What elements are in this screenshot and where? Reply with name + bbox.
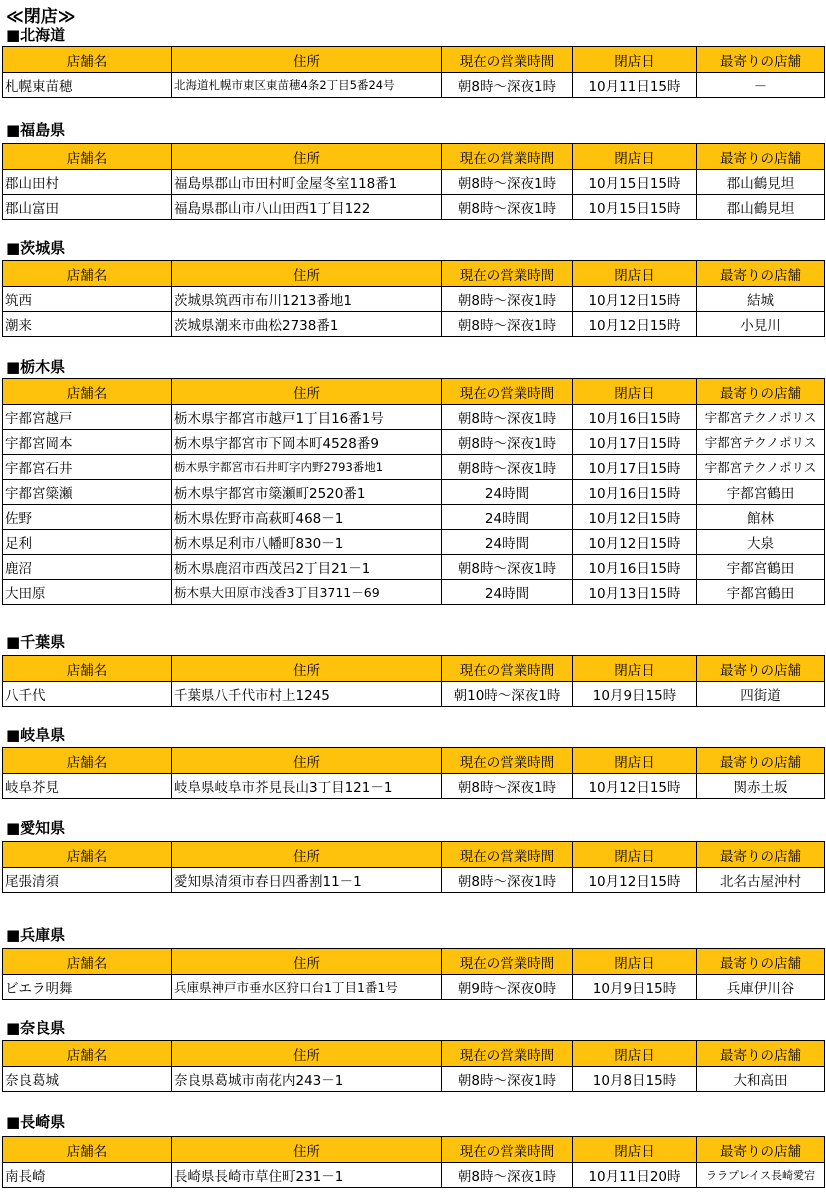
column-header: 住所: [172, 144, 442, 170]
table-cell: 八千代: [3, 682, 172, 707]
table-cell: 大田原: [3, 580, 172, 605]
table-row: [3, 455, 825, 480]
column-header: 住所: [172, 842, 442, 868]
column-header: 現在の営業時間: [442, 842, 573, 868]
table-cell: 佐野: [3, 505, 172, 530]
table-cell: 10月12日15時: [573, 774, 697, 799]
column-header: 住所: [172, 656, 442, 682]
prefecture-heading: ■奈良県: [6, 1019, 66, 1037]
table-cell: 10月9日15時: [573, 975, 697, 1000]
store-table: [2, 841, 825, 893]
table-cell: 朝8時～深夜1時: [442, 170, 573, 195]
table-cell: 宇都宮簗瀬: [3, 480, 172, 505]
column-header: 閉店日: [573, 144, 697, 170]
table-cell: 大和高田: [697, 1067, 825, 1092]
table-cell: 10月12日15時: [573, 505, 697, 530]
table-header-row: [3, 748, 825, 774]
table-cell: 10月11日20時: [573, 1163, 697, 1188]
column-header: 最寄りの店舗: [697, 842, 825, 868]
table-cell: 岐阜県岐阜市芥見長山3丁目121－1: [172, 774, 442, 799]
column-header: 現在の営業時間: [442, 656, 573, 682]
table-cell: －: [697, 73, 825, 98]
table-cell: 愛知県清須市春日四番割11－1: [172, 868, 442, 893]
store-table: [2, 378, 825, 605]
prefecture-heading: ■愛知県: [6, 819, 66, 837]
prefecture-heading: ■北海道: [6, 26, 66, 44]
store-table: [2, 1136, 825, 1188]
store-table: [2, 46, 825, 98]
column-header: 住所: [172, 1137, 442, 1163]
column-header: 住所: [172, 379, 442, 405]
table-cell: 朝8時～深夜1時: [442, 195, 573, 220]
table-cell: 24時間: [442, 480, 573, 505]
table-cell: 宇都宮テクノポリス: [697, 455, 825, 480]
column-header: 店舗名: [3, 261, 172, 287]
table-cell: 館林: [697, 505, 825, 530]
table-cell: 10月15日15時: [573, 195, 697, 220]
store-table: [2, 143, 825, 220]
table-row: [3, 73, 825, 98]
column-header: 現在の営業時間: [442, 379, 573, 405]
table-cell: 足利: [3, 530, 172, 555]
table-cell: 北名古屋沖村: [697, 868, 825, 893]
column-header: 住所: [172, 1041, 442, 1067]
column-header: 現在の営業時間: [442, 1137, 573, 1163]
table-cell: 奈良葛城: [3, 1067, 172, 1092]
store-table: [2, 655, 825, 707]
table-cell: 岐阜芥見: [3, 774, 172, 799]
table-cell: 朝8時～深夜1時: [442, 774, 573, 799]
table-cell: 24時間: [442, 505, 573, 530]
store-table: [2, 260, 825, 337]
prefecture-heading: ■栃木県: [6, 358, 66, 376]
table-cell: 朝8時～深夜1時: [442, 430, 573, 455]
column-header: 閉店日: [573, 47, 697, 73]
table-row: [3, 312, 825, 337]
table-cell: 10月16日15時: [573, 480, 697, 505]
table-cell: 朝8時～深夜1時: [442, 1163, 573, 1188]
table-cell: 関赤土坂: [697, 774, 825, 799]
column-header: 閉店日: [573, 261, 697, 287]
table-cell: 南長崎: [3, 1163, 172, 1188]
table-cell: 筑西: [3, 287, 172, 312]
column-header: 閉店日: [573, 379, 697, 405]
column-header: 最寄りの店舗: [697, 144, 825, 170]
column-header: 最寄りの店舗: [697, 261, 825, 287]
prefecture-heading: ■茨城県: [6, 239, 66, 257]
table-cell: 朝8時～深夜1時: [442, 312, 573, 337]
table-header-row: [3, 261, 825, 287]
column-header: 閉店日: [573, 1041, 697, 1067]
table-cell: 朝8時～深夜1時: [442, 73, 573, 98]
prefecture-heading: ■岐阜県: [6, 726, 66, 744]
column-header: 現在の営業時間: [442, 144, 573, 170]
table-row: [3, 530, 825, 555]
table-cell: 鹿沼: [3, 555, 172, 580]
column-header: 最寄りの店舗: [697, 379, 825, 405]
table-cell: 千葉県八千代市村上1245: [172, 682, 442, 707]
table-cell: 兵庫県神戸市垂水区狩口台1丁目1番1号: [172, 975, 442, 1000]
table-cell: 栃木県鹿沼市西茂呂2丁目21－1: [172, 555, 442, 580]
column-header: 住所: [172, 47, 442, 73]
table-row: [3, 430, 825, 455]
table-row: [3, 195, 825, 220]
column-header: 店舗名: [3, 144, 172, 170]
table-cell: 郡山田村: [3, 170, 172, 195]
prefecture-heading: ■福島県: [6, 121, 66, 139]
table-cell: 兵庫伊川谷: [697, 975, 825, 1000]
table-cell: 大泉: [697, 530, 825, 555]
table-cell: 栃木県宇都宮市下岡本町4528番9: [172, 430, 442, 455]
column-header: 店舗名: [3, 1137, 172, 1163]
table-row: [3, 480, 825, 505]
table-cell: 栃木県佐野市高萩町468－1: [172, 505, 442, 530]
column-header: 閉店日: [573, 748, 697, 774]
table-cell: 朝10時～深夜1時: [442, 682, 573, 707]
table-header-row: [3, 842, 825, 868]
table-cell: 宇都宮鶴田: [697, 555, 825, 580]
column-header: 店舗名: [3, 656, 172, 682]
table-cell: 栃木県大田原市浅香3丁目3711－69: [172, 580, 442, 605]
table-cell: 朝9時～深夜0時: [442, 975, 573, 1000]
table-cell: 奈良県葛城市南花内243－1: [172, 1067, 442, 1092]
table-cell: 栃木県足利市八幡町830－1: [172, 530, 442, 555]
column-header: 住所: [172, 748, 442, 774]
column-header: 最寄りの店舗: [697, 748, 825, 774]
column-header: 店舗名: [3, 949, 172, 975]
column-header: 最寄りの店舗: [697, 47, 825, 73]
table-row: [3, 774, 825, 799]
table-header-row: [3, 1041, 825, 1067]
table-cell: 結城: [697, 287, 825, 312]
table-cell: 10月16日15時: [573, 555, 697, 580]
table-cell: 宇都宮岡本: [3, 430, 172, 455]
table-row: [3, 555, 825, 580]
column-header: 現在の営業時間: [442, 47, 573, 73]
table-cell: 宇都宮石井: [3, 455, 172, 480]
table-cell: 茨城県筑西市布川1213番地1: [172, 287, 442, 312]
table-row: [3, 287, 825, 312]
table-cell: 朝8時～深夜1時: [442, 405, 573, 430]
table-cell: 札幌東苗穂: [3, 73, 172, 98]
table-cell: 福島県郡山市田村町金屋冬室118番1: [172, 170, 442, 195]
table-row: [3, 682, 825, 707]
column-header: 閉店日: [573, 949, 697, 975]
table-cell: 栃木県宇都宮市簗瀬町2520番1: [172, 480, 442, 505]
table-cell: 潮来: [3, 312, 172, 337]
table-header-row: [3, 949, 825, 975]
table-cell: 朝8時～深夜1時: [442, 868, 573, 893]
table-cell: 四街道: [697, 682, 825, 707]
table-cell: 栃木県宇都宮市越戸1丁目16番1号: [172, 405, 442, 430]
column-header: 現在の営業時間: [442, 949, 573, 975]
table-cell: 朝8時～深夜1時: [442, 1067, 573, 1092]
table-cell: 朝8時～深夜1時: [442, 287, 573, 312]
store-table: [2, 747, 825, 799]
table-header-row: [3, 144, 825, 170]
table-cell: 10月11日15時: [573, 73, 697, 98]
prefecture-heading: ■長崎県: [6, 1113, 66, 1131]
prefecture-heading: ■千葉県: [6, 633, 66, 651]
table-row: [3, 170, 825, 195]
table-cell: 朝8時～深夜1時: [442, 555, 573, 580]
table-cell: 宇都宮鶴田: [697, 580, 825, 605]
table-cell: 10月12日15時: [573, 312, 697, 337]
table-header-row: [3, 656, 825, 682]
column-header: 最寄りの店舗: [697, 1137, 825, 1163]
table-cell: 宇都宮テクノポリス: [697, 405, 825, 430]
table-cell: 10月17日15時: [573, 430, 697, 455]
table-header-row: [3, 47, 825, 73]
store-table: [2, 948, 825, 1000]
table-cell: 茨城県潮来市曲松2738番1: [172, 312, 442, 337]
table-cell: 尾張清須: [3, 868, 172, 893]
table-cell: 宇都宮越戸: [3, 405, 172, 430]
column-header: 最寄りの店舗: [697, 656, 825, 682]
table-cell: ララプレイス長崎愛宕: [697, 1163, 825, 1188]
table-row: [3, 868, 825, 893]
table-cell: 栃木県宇都宮市石井町字内野2793番地1: [172, 455, 442, 480]
column-header: 店舗名: [3, 748, 172, 774]
page-title: ≪閉店≫: [6, 7, 76, 27]
column-header: 店舗名: [3, 842, 172, 868]
table-cell: 郡山富田: [3, 195, 172, 220]
store-table: [2, 1040, 825, 1092]
table-cell: 24時間: [442, 580, 573, 605]
table-cell: 10月8日15時: [573, 1067, 697, 1092]
table-cell: 10月16日15時: [573, 405, 697, 430]
table-cell: 朝8時～深夜1時: [442, 455, 573, 480]
table-row: [3, 580, 825, 605]
column-header: 最寄りの店舗: [697, 949, 825, 975]
table-header-row: [3, 379, 825, 405]
table-row: [3, 975, 825, 1000]
column-header: 店舗名: [3, 1041, 172, 1067]
column-header: 閉店日: [573, 1137, 697, 1163]
table-row: [3, 405, 825, 430]
column-header: 現在の営業時間: [442, 1041, 573, 1067]
table-row: [3, 1067, 825, 1092]
table-cell: 宇都宮鶴田: [697, 480, 825, 505]
column-header: 閉店日: [573, 656, 697, 682]
column-header: 現在の営業時間: [442, 261, 573, 287]
table-cell: 10月15日15時: [573, 170, 697, 195]
table-cell: 10月12日15時: [573, 868, 697, 893]
table-row: [3, 505, 825, 530]
table-cell: 10月13日15時: [573, 580, 697, 605]
table-cell: 10月12日15時: [573, 287, 697, 312]
column-header: 住所: [172, 949, 442, 975]
table-cell: 北海道札幌市東区東苗穂4条2丁目5番24号: [172, 73, 442, 98]
column-header: 住所: [172, 261, 442, 287]
column-header: 閉店日: [573, 842, 697, 868]
table-cell: 10月9日15時: [573, 682, 697, 707]
table-cell: 郡山鶴見坦: [697, 195, 825, 220]
table-cell: 宇都宮テクノポリス: [697, 430, 825, 455]
column-header: 最寄りの店舗: [697, 1041, 825, 1067]
table-cell: 10月17日15時: [573, 455, 697, 480]
column-header: 現在の営業時間: [442, 748, 573, 774]
table-cell: 長崎県長崎市草住町231－1: [172, 1163, 442, 1188]
column-header: 店舗名: [3, 47, 172, 73]
table-header-row: [3, 1137, 825, 1163]
table-row: [3, 1163, 825, 1188]
table-cell: 10月12日15時: [573, 530, 697, 555]
prefecture-heading: ■兵庫県: [6, 926, 66, 944]
table-cell: 郡山鶴見坦: [697, 170, 825, 195]
table-cell: 24時間: [442, 530, 573, 555]
table-cell: ビエラ明舞: [3, 975, 172, 1000]
table-cell: 小見川: [697, 312, 825, 337]
column-header: 店舗名: [3, 379, 172, 405]
table-cell: 福島県郡山市八山田西1丁目122: [172, 195, 442, 220]
